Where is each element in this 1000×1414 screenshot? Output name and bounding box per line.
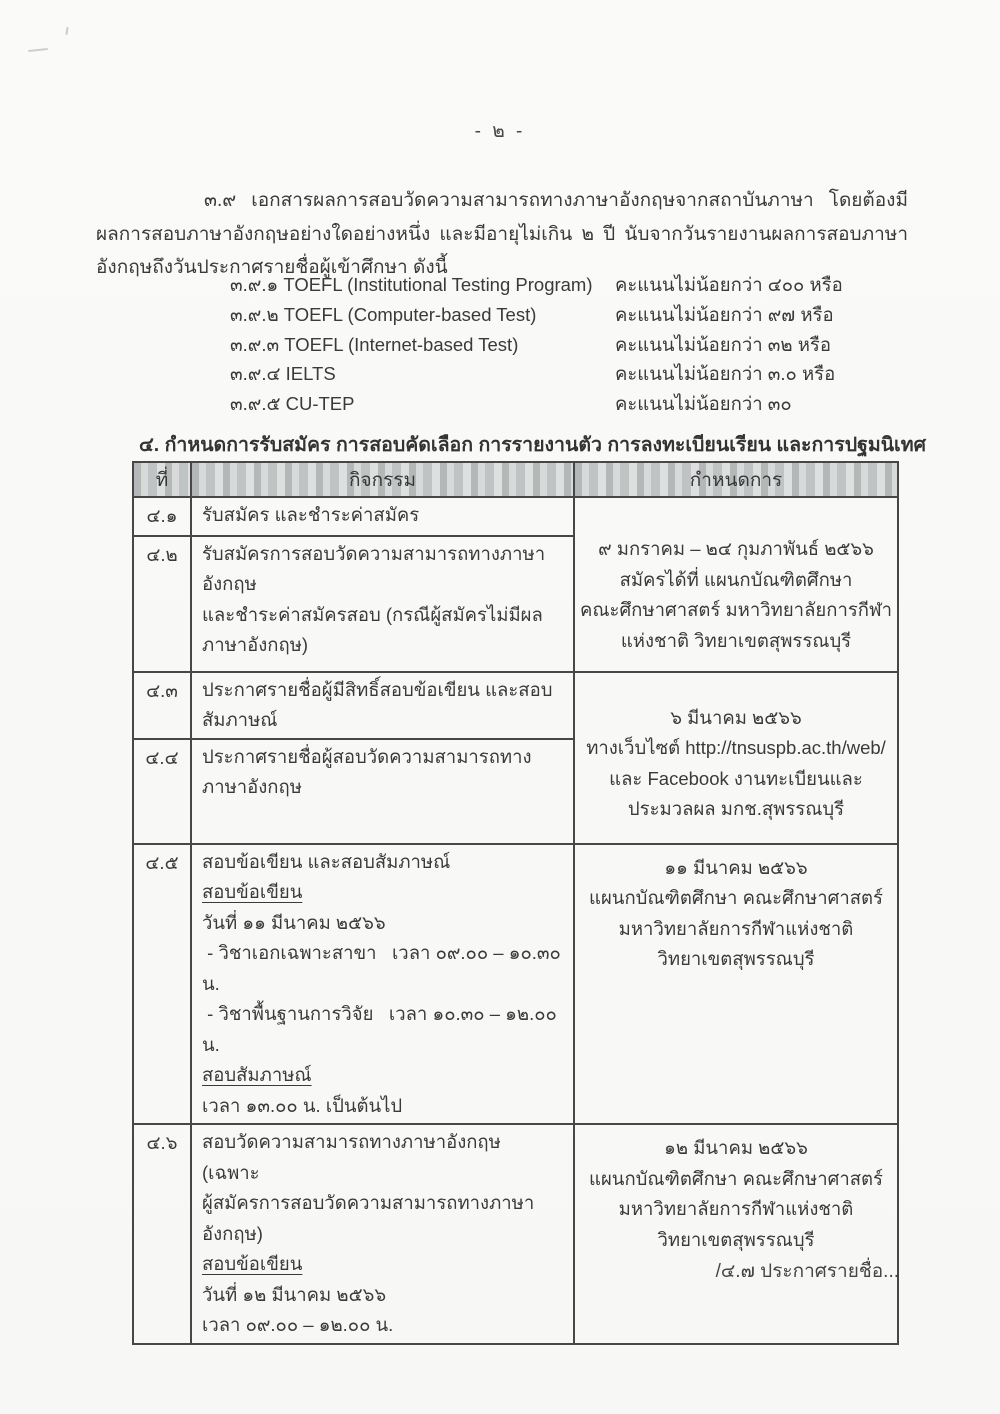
- test-label: ๓.๙.๔ IELTS: [230, 363, 336, 385]
- list-item: [230, 331, 920, 361]
- activity-line: ผู้สมัครการสอบวัดความสามารถทางภาษาอังกฤษ): [202, 1192, 535, 1244]
- activity-line: ประกาศรายชื่อผู้สอบวัดความสามารถทาง: [202, 745, 532, 767]
- activity-line: เวลา ๐๙.๐๐ – ๑๒.๐๐ น.: [202, 1314, 394, 1335]
- schedule-line: ๙ มกราคม – ๒๔ กุมภาพันธ์ ๒๕๖๖: [598, 538, 874, 559]
- scan-artifact: [65, 27, 68, 35]
- activity-line: สอบข้อเขียน: [202, 1253, 303, 1274]
- activity-cell: [191, 844, 574, 1125]
- activity-line: - วิชาพื้นฐานการวิจัย เวลา ๑๐.๓๐ – ๑๒.๐๐ น.: [202, 1003, 562, 1055]
- schedule-cell: [574, 672, 898, 844]
- activity-line: สอบวัดความสามารถทางภาษาอังกฤษ (เฉพาะ: [202, 1131, 506, 1183]
- schedule-line: คณะศึกษาศาสตร์ มหาวิทยาลัยการกีฬา: [579, 599, 893, 620]
- table-row: [133, 497, 898, 536]
- score-requirement: คะแนนไม่น้อยกว่า ๓๐: [615, 393, 792, 415]
- test-label: ๓.๙.๕ CU-TEP: [230, 393, 355, 415]
- table-header-row: [133, 462, 898, 497]
- row-number-cell: ๔.๓: [133, 672, 191, 739]
- row-number-cell: ๔.๕: [133, 844, 191, 1125]
- list-item: [230, 360, 920, 390]
- english-test-list: [230, 271, 920, 420]
- table-row: [133, 672, 898, 739]
- header-cell-activity: กิจกรรม: [191, 462, 574, 497]
- activity-line: รับสมัครการสอบวัดความสามารถทางภาษาอังกฤษ: [202, 542, 546, 594]
- activity-cell: [191, 1124, 574, 1344]
- activity-line: เวลา ๑๓.๐๐ น. เป็นต้นไป: [202, 1094, 403, 1116]
- activity-line: ประกาศรายชื่อผู้มีสิทธิ์สอบข้อเขียน และสอบ: [202, 678, 553, 700]
- intro-paragraph: ๓.๙ เอกสารผลการสอบวัดความสามารถทางภาษาอังกฤษจากสถาบันภาษา โดยต้องมีผลการสอบภาษาอังกฤษอย่างใดอย่างหนึ่ง และมีอายุไม่เกิน ๒ ปี นับจากวันรายงานผลการสอบภาษาอังกฤษถึงวันประกาศรายชื่อผู้เข้าศึกษา ดังนี้: [96, 190, 908, 278]
- schedule-cell: [574, 844, 898, 1125]
- score-requirement: คะแนนไม่น้อยกว่า ๓๒ หรือ: [615, 333, 831, 355]
- activity-cell: [191, 497, 574, 536]
- table-row: [133, 844, 898, 1125]
- schedule-line: สมัครได้ที่ แผนกบัณฑิตศึกษา: [619, 568, 853, 590]
- score-requirement: คะแนนไม่น้อยกว่า ๔๐๐ หรือ: [615, 274, 843, 295]
- schedule-line: แผนกบัณฑิตศึกษา คณะศึกษาศาสตร์: [589, 887, 883, 908]
- activity-cell: [191, 536, 574, 672]
- schedule-line: วิทยาเขตสุพรรณบุรี: [657, 1228, 815, 1250]
- schedule-line: แห่งชาติ วิทยาเขตสุพรรณบุรี: [620, 629, 852, 651]
- row-number-cell: ๔.๖: [133, 1124, 191, 1344]
- test-label: ๓.๙.๑ TOEFL (Institutional Testing Program): [230, 274, 593, 295]
- schedule-line: ทางเว็บไซต์ http://tnsuspb.ac.th/web/: [586, 737, 886, 758]
- activity-cell: [191, 739, 574, 844]
- score-requirement: คะแนนไม่น้อยกว่า ๓.๐ หรือ: [615, 363, 836, 385]
- activity-line: ภาษาอังกฤษ: [202, 776, 302, 797]
- activity-line: ภาษาอังกฤษ): [202, 634, 309, 655]
- row-number-cell: ๔.๔: [133, 739, 191, 844]
- table-row: [133, 1124, 898, 1344]
- schedule-cell: [574, 1124, 898, 1344]
- list-item: [230, 301, 920, 331]
- schedule-line: แผนกบัณฑิตศึกษา คณะศึกษาศาสตร์: [589, 1167, 883, 1189]
- activity-line: สอบข้อเขียน และสอบสัมภาษณ์: [202, 850, 451, 872]
- activity-cell: [191, 672, 574, 739]
- header-cell-no: ที่: [133, 462, 191, 497]
- header-cell-schedule: กำหนดการ: [574, 462, 898, 497]
- list-item: [230, 271, 920, 301]
- activity-line: สอบข้อเขียน: [202, 881, 303, 902]
- activity-line: รับสมัคร และชำระค่าสมัคร: [202, 504, 420, 525]
- schedule-line: มหาวิทยาลัยการกีฬาแห่งชาติ: [618, 917, 854, 939]
- score-requirement: คะแนนไม่น้อยกว่า ๙๗ หรือ: [615, 303, 834, 325]
- activity-line: และชำระค่าสมัครสอบ (กรณีผู้สมัครไม่มีผล: [202, 603, 543, 625]
- schedule-table-wrapper: [132, 461, 899, 1345]
- activity-line: สัมภาษณ์: [202, 709, 278, 730]
- page-number: - ๒ -: [474, 121, 526, 142]
- schedule-line: ๑๑ มีนาคม ๒๕๖๖: [664, 856, 808, 878]
- activity-line: - วิชาเอกเฉพาะสาขา เวลา ๐๙.๐๐ – ๑๐.๓๐ น.: [202, 942, 566, 994]
- schedule-line: ๑๒ มีนาคม ๒๕๖๖: [664, 1137, 808, 1158]
- schedule-line: ๖ มีนาคม ๒๕๖๖: [670, 706, 802, 728]
- schedule-line: ประมวลผล มกช.สุพรรณบุรี: [627, 798, 845, 819]
- schedule-line: มหาวิทยาลัยการกีฬาแห่งชาติ: [618, 1198, 854, 1219]
- footer-continuation-note: /๔.๗ ประกาศรายชื่อ...: [715, 1261, 899, 1282]
- activity-line: สอบสัมภาษณ์: [202, 1064, 312, 1085]
- schedule-line: วิทยาเขตสุพรรณบุรี: [657, 948, 815, 969]
- schedule-line: และ Facebook งานทะเบียนและ: [609, 767, 863, 789]
- test-label: ๓.๙.๒ TOEFL (Computer-based Test): [230, 303, 537, 325]
- activity-line: วันที่ ๑๑ มีนาคม ๒๕๖๖: [202, 911, 386, 933]
- row-number-cell: ๔.๒: [133, 536, 191, 672]
- activity-line: วันที่ ๑๒ มีนาคม ๒๕๖๖: [202, 1283, 387, 1305]
- scan-artifact: [28, 48, 48, 52]
- schedule-cell: [574, 497, 898, 672]
- test-label: ๓.๙.๓ TOEFL (Internet-based Test): [230, 333, 519, 355]
- row-number-cell: ๔.๑: [133, 497, 191, 536]
- schedule-table: [132, 461, 899, 1345]
- section-heading: ๔. กำหนดการรับสมัคร การสอบคัดเลือก การรายงานตัว การลงทะเบียนเรียน และการปฐมนิเทศ: [139, 434, 926, 456]
- list-item: [230, 390, 920, 420]
